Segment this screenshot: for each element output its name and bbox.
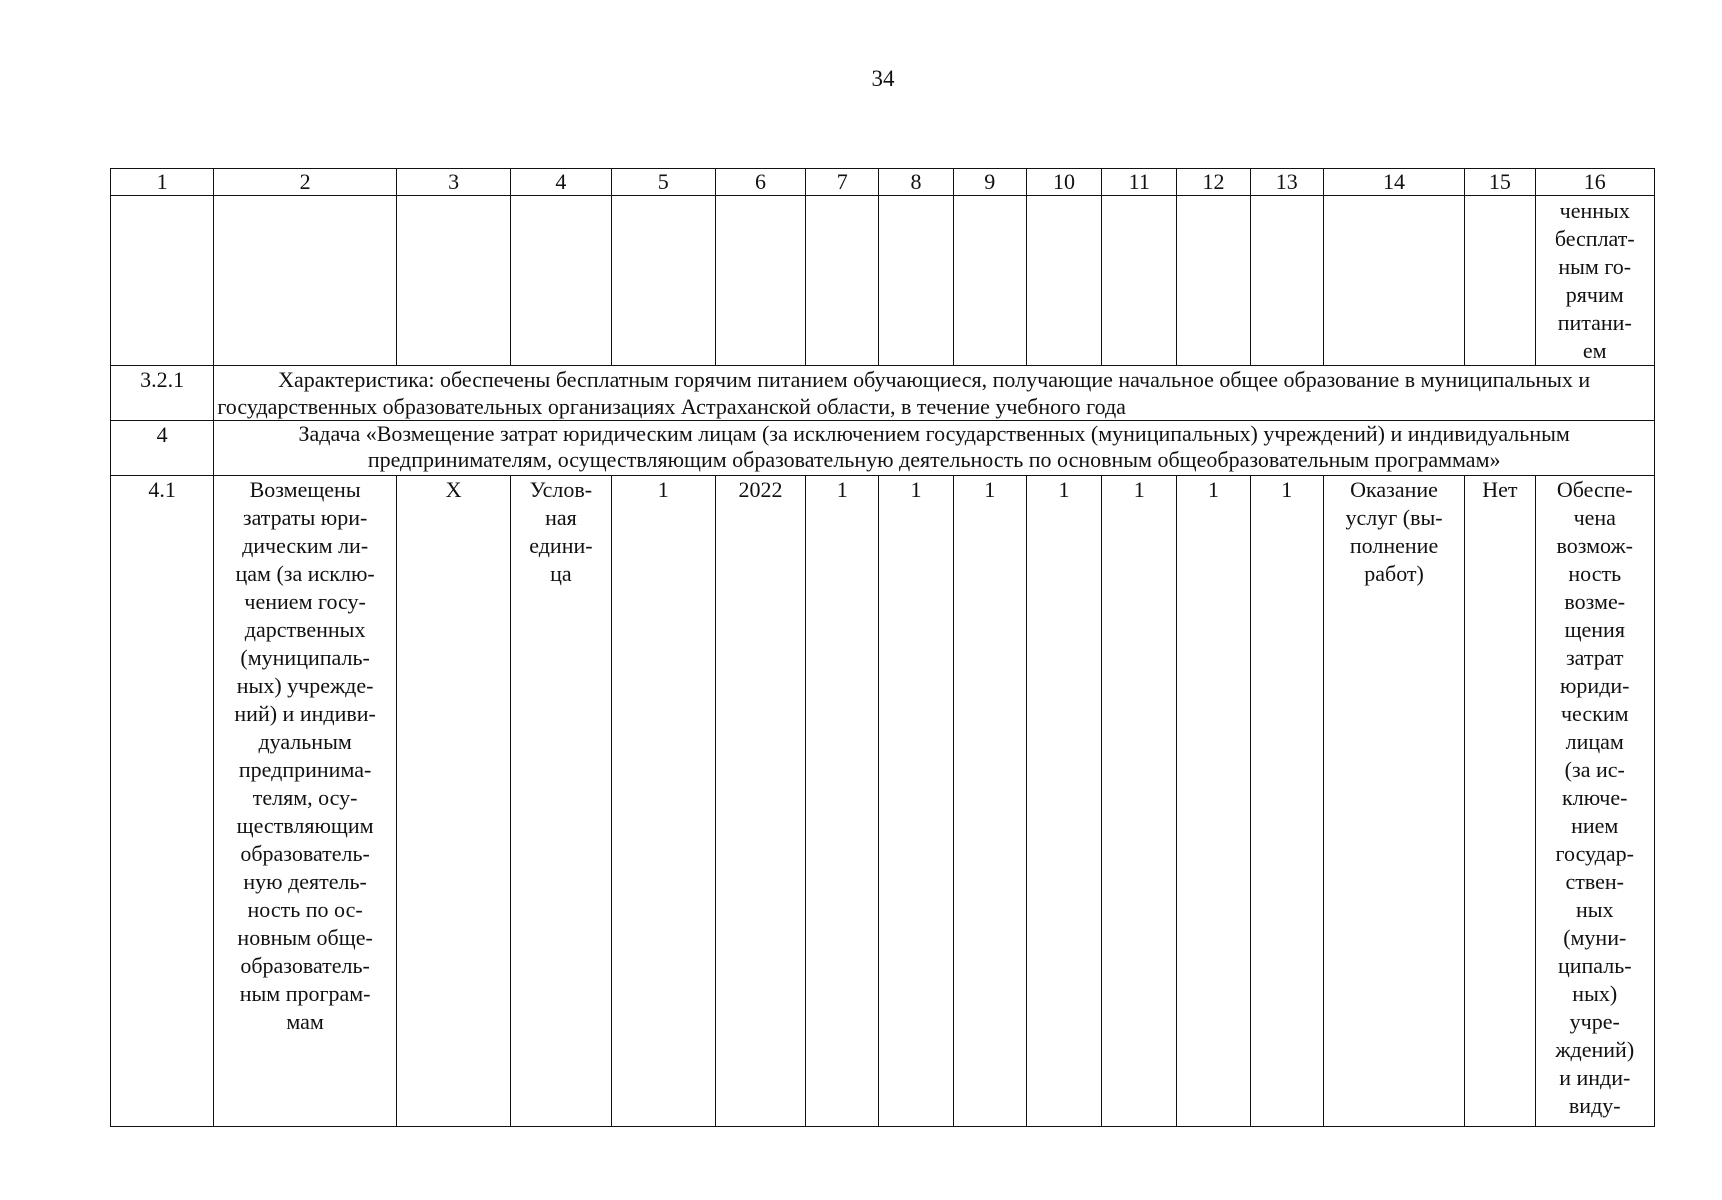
table-cell: 1 [806, 476, 879, 1127]
table-cell [715, 196, 805, 366]
table-cell [1026, 196, 1101, 366]
table-cell [1465, 196, 1535, 366]
table-cell: 1 [953, 476, 1026, 1127]
column-header: 14 [1323, 169, 1464, 196]
table-cell [611, 196, 715, 366]
column-header: 12 [1177, 169, 1250, 196]
result-name: Возмещены затраты юри- дическим ли- цам (за исклю- чением госу- дарственных (муниципаль- ных) учрежде- ний) и индиви- дуальным предпринима- телям, осу- ществляющим образователь- ную деятель- ность по ос- новным обще- образователь- ным програм- мам [234, 477, 376, 1034]
column-header: 6 [715, 169, 805, 196]
table-cell [1250, 196, 1323, 366]
column-header: 7 [806, 169, 879, 196]
table-cell: X [396, 476, 510, 1127]
column-header: 5 [611, 169, 715, 196]
table-cell [396, 196, 510, 366]
table-cell [1102, 196, 1177, 366]
unit-of-measure: Услов- ная едини- ца [529, 477, 593, 586]
characteristic-text: Характеристика: обеспечены бесплатным горячим питанием обучающиеся, получающие начальное общее образование в муниципальных и государственных образовательных организациях Астраханской области, в течение учебного года [214, 366, 1655, 421]
table-cell [511, 196, 611, 366]
table-cell [111, 196, 214, 366]
page-number: 34 [871, 66, 895, 91]
table-cell [1535, 196, 1655, 366]
table-row-continuation [111, 196, 1655, 366]
result-type: Оказание услуг (вы- полнение работ) [1345, 477, 1443, 586]
column-header: 11 [1102, 169, 1177, 196]
row-number: 4 [111, 421, 214, 476]
table-cell: 1 [1026, 476, 1101, 1127]
table-row-4-1 [111, 476, 1655, 1127]
table-cell: 1 [879, 476, 953, 1127]
column-header: 10 [1026, 169, 1101, 196]
column-header: 4 [511, 169, 611, 196]
column-header: 1 [111, 169, 214, 196]
table-cell [953, 196, 1026, 366]
column-header: 15 [1465, 169, 1535, 196]
column-header: 13 [1250, 169, 1323, 196]
table-row-3-2-1 [111, 366, 1655, 421]
table-cell [214, 196, 397, 366]
table-cell: 1 [1250, 476, 1323, 1127]
result-characteristic: Обеспе- чена возмож- ность возме- щения затрат юриди- ческим лицам (за ис- ключе- нием государ- ствен- ных (муни- ципаль- ных) учре- ждений) и инди- виду- [1555, 477, 1635, 1118]
row-number: 4.1 [111, 476, 214, 1127]
row-number: 3.2.1 [111, 366, 214, 421]
table-cell [1177, 196, 1250, 366]
table-row-4 [111, 421, 1655, 476]
column-header: 2 [214, 169, 397, 196]
table-cell: 1 [611, 476, 715, 1127]
continuation-result-text: ченных бесплат- ным го- рячим питани- ем [1554, 198, 1635, 363]
column-header: 16 [1535, 169, 1655, 196]
task-text: Задача «Возмещение затрат юридическим лицам (за исключением государственных (муниципальных) учреждений) и индивидуальным предпринимателям, осуществляющим образовательную деятельность по основным общеобразовательным программам» [214, 421, 1655, 476]
column-header: 9 [953, 169, 1026, 196]
document-table [110, 168, 1655, 1127]
table-cell: Нет [1465, 476, 1535, 1127]
table-cell [806, 196, 879, 366]
column-number-row [111, 169, 1655, 196]
table-cell: 1 [1102, 476, 1177, 1127]
table-cell [1323, 196, 1464, 366]
column-header: 8 [879, 169, 953, 196]
column-header: 3 [396, 169, 510, 196]
table-cell [879, 196, 953, 366]
table-cell: 2022 [715, 476, 805, 1127]
table-cell: 1 [1177, 476, 1250, 1127]
